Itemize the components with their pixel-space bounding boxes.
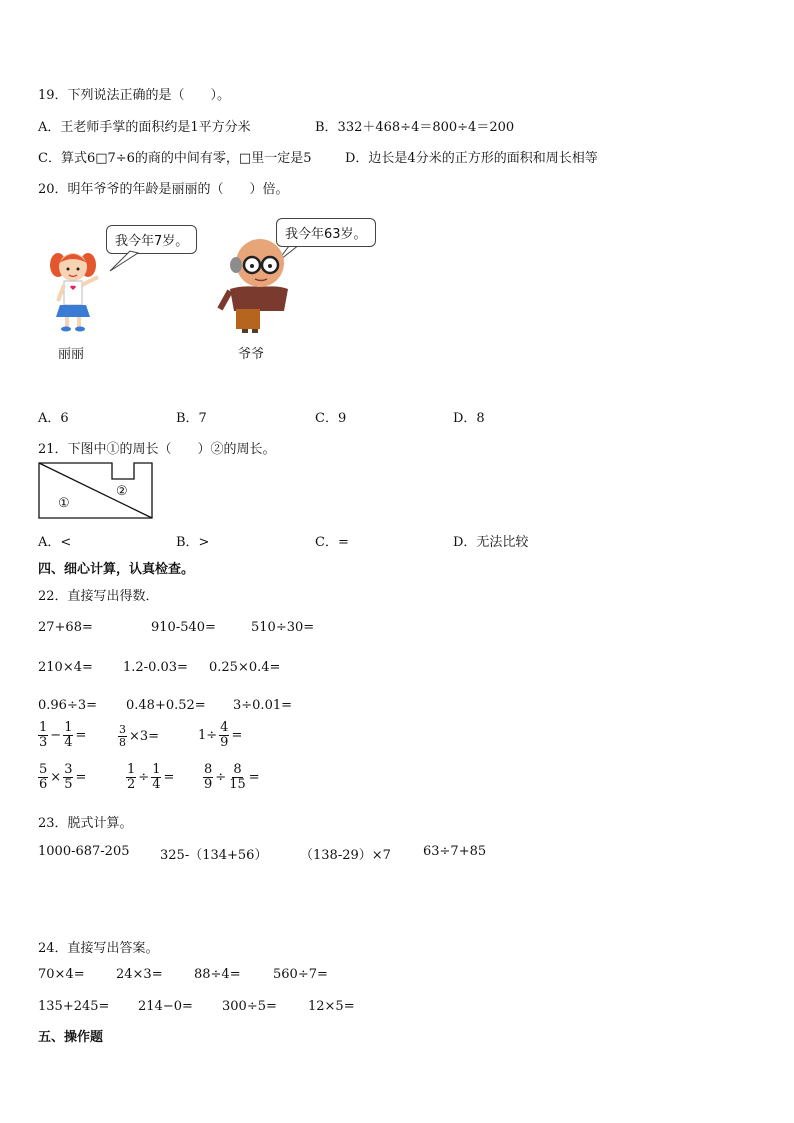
- q20-option-a[interactable]: A．6: [38, 411, 69, 426]
- q22-item: 0.25×0.4=: [209, 660, 281, 675]
- grandpa-figure: [220, 239, 288, 333]
- q22-fraction-item: $\frac{1}{2}$ ÷ $\frac{1}{4}$ =: [127, 762, 175, 793]
- q22-item: 510÷30=: [251, 620, 315, 635]
- q19-option-a[interactable]: A．王老师手掌的面积约是1平方分米: [38, 120, 251, 135]
- q19-option-b[interactable]: B．332＋468÷4＝800÷4＝200: [315, 120, 515, 135]
- q24-item: 88÷4=: [194, 967, 241, 982]
- q23-item: 63÷7+85: [423, 844, 487, 859]
- q21-region-2-label: ②: [116, 484, 128, 499]
- q22-item: 0.48+0.52=: [126, 698, 206, 713]
- q21-stem: 21．下图中①的周长（ ）②的周长。: [38, 442, 276, 457]
- q22-fraction-item: 1÷ $\frac{4}{9}$ =: [198, 720, 243, 751]
- q24-item: 12×5=: [308, 999, 355, 1014]
- grandpa-label: 爷爷: [238, 347, 265, 362]
- q22-item: 210×4=: [38, 660, 93, 675]
- grandpa-speech-bubble: 我今年63岁。: [276, 218, 376, 247]
- q22-fraction-item: $\frac{3}{8}$ ×3=: [119, 723, 160, 750]
- q23-item: 325-（134+56）: [160, 848, 268, 863]
- q24-item: 135+245=: [38, 999, 110, 1014]
- q20-illustration: [38, 205, 383, 365]
- q23-stem: 23．脱式计算。: [38, 816, 133, 831]
- q21-option-c[interactable]: C．=: [315, 535, 349, 550]
- q24-stem: 24．直接写出答案。: [38, 941, 159, 956]
- q21-option-d[interactable]: D．无法比较: [453, 535, 529, 550]
- q22-stem: 22．直接写出得数．: [38, 589, 159, 604]
- q22-fraction-item: $\frac{5}{6}$ × $\frac{3}{5}$ =: [39, 762, 87, 793]
- section-5-heading: 五、操作题: [38, 1030, 104, 1045]
- q20-option-c[interactable]: C．9: [315, 411, 347, 426]
- q22-item: 1.2-0.03=: [123, 660, 188, 675]
- lili-speech-bubble: 我今年7岁。: [106, 225, 197, 254]
- q20-option-b[interactable]: B．7: [176, 411, 207, 426]
- q21-option-b[interactable]: B．>: [176, 535, 210, 550]
- q24-item: 70×4=: [38, 967, 85, 982]
- q24-item: 214−0=: [138, 999, 193, 1014]
- q24-item: 300÷5=: [222, 999, 277, 1014]
- q23-item: 1000-687-205: [38, 844, 130, 859]
- q19-option-c[interactable]: C．算式6□7÷6的商的中间有零，□里一定是5: [38, 151, 312, 166]
- q19-stem: 19．下列说法正确的是（ ）。: [38, 88, 231, 103]
- lili-label: 丽丽: [58, 347, 85, 362]
- q20-stem: 20．明年爷爷的年龄是丽丽的（ ）倍。: [38, 182, 289, 197]
- q19-option-d[interactable]: D．边长是4分米的正方形的面积和周长相等: [345, 151, 598, 166]
- q22-item: 0.96÷3=: [38, 698, 98, 713]
- lili-figure: [50, 253, 98, 332]
- q24-item: 24×3=: [116, 967, 163, 982]
- q24-item: 560÷7=: [273, 967, 328, 982]
- q20-option-d[interactable]: D．8: [453, 411, 485, 426]
- q21-figure: [38, 462, 156, 522]
- q22-fraction-item: $\frac{8}{9}$ ÷ $\frac{8}{15}$ =: [204, 762, 260, 793]
- q22-item: 3÷0.01=: [233, 698, 293, 713]
- q22-fraction-item: $\frac{1}{3}$ − $\frac{1}{4}$ =: [39, 720, 87, 751]
- q22-item: 910-540=: [151, 620, 216, 635]
- q22-item: 27+68=: [38, 620, 93, 635]
- q21-option-a[interactable]: A．<: [38, 535, 72, 550]
- q23-item: （138-29）×7: [300, 848, 391, 863]
- q21-region-1-label: ①: [58, 496, 70, 511]
- section-4-heading: 四、细心计算，认真检查。: [38, 562, 195, 577]
